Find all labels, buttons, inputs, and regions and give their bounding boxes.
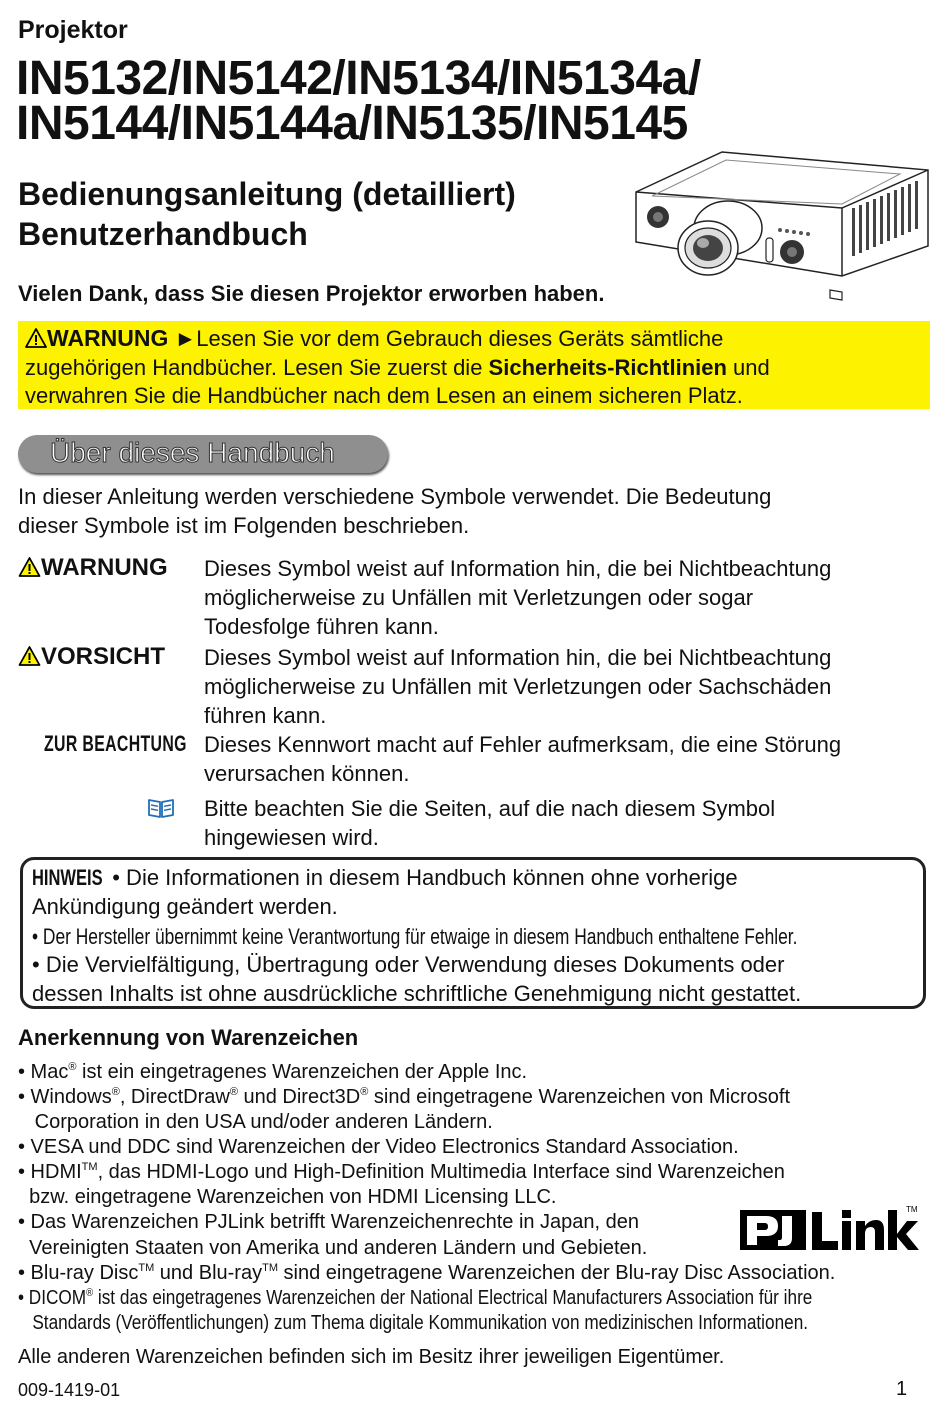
trademark-closing: Alle anderen Warenzeichen befinden sich im Besitz ihrer jeweiligen Eigentümer. [18,1346,725,1368]
trademark-text: • Blu-ray Disc [18,1262,139,1284]
warning-banner-label: WARNUNG [47,325,169,351]
trademark-symbol: TM [81,1161,98,1173]
warning-banner-text-1: ►Lesen Sie vor dem Gebrauch dieses Geräts sämtliche [174,326,724,351]
page-number: 1 [896,1378,908,1400]
section-heading-pill [18,435,388,473]
notice-line-5: dessen Inhalts ist ohne ausdrückliche schriftliche Genehmigung nicht gestattet. [32,981,802,1006]
trademark-text: ist ein eingetragenes Warenzeichen der Apple Inc. [76,1061,528,1083]
notice-line-3: • Der Hersteller übernimmt keine Verantwortung für etwaige in diesem Handbuch enthaltene Fehler. [32,924,798,949]
trademark-text: sind eingetragene Warenzeichen der Blu-ray Disc Association. [277,1262,836,1284]
symbol-beachtung-desc-1: Dieses Kennwort macht auf Fehler aufmerksam, die eine Störung [204,732,842,757]
notice-line-4: • Die Vervielfältigung, Übertragung oder Verwendung dieses Dokuments oder [32,952,785,977]
warning-banner-text-2b: und [726,355,770,380]
warning-banner [18,321,930,409]
trademark-line [18,1060,527,1084]
trademark-text: und Blu-ray [154,1262,263,1284]
trademark-text: • Mac [18,1061,69,1083]
subtitle-line-2: Benutzerhandbuch [18,216,308,252]
warning-triangle-icon [25,328,47,348]
trademark-symbol: TM [262,1262,278,1274]
trademark-line [18,1210,639,1234]
intro-line-2: dieser Symbole ist im Folgenden beschrieben. [18,513,470,538]
notice-text-1: • Die Informationen in diesem Handbuch können ohne vorherige [106,865,738,890]
thanks-message: Vielen Dank, dass Sie diesen Projektor erworben haben. [18,281,605,306]
symbol-reference-desc-1: Bitte beachten Sie die Seiten, auf die nach diesem Symbol [204,796,776,821]
trademark-symbol: ® [68,1061,77,1073]
warning-triangle-icon [18,557,41,577]
trademark-symbol: ® [360,1086,369,1098]
symbol-reference-desc-2: hingewiesen wird. [204,825,379,850]
trademark-line [18,1261,835,1285]
trademark-text: • DICOM [18,1287,87,1309]
svg-text:TM: TM [906,1205,918,1214]
trademark-line [18,1110,493,1134]
trademark-line [18,1286,812,1310]
symbol-warnung-desc-2: möglicherweise zu Unfällen mit Verletzungen oder sogar [204,585,754,610]
trademark-heading: Anerkennung von Warenzeichen [18,1025,359,1050]
trademark-symbol: ® [111,1086,120,1098]
trademark-line [18,1160,785,1184]
symbol-vorsicht-desc-2: möglicherweise zu Unfällen mit Verletzungen oder Sachschäden [204,674,832,699]
warning-banner-line-3: verwahren Sie die Handbücher nach dem Lesen an einem sicheren Platz. [25,383,743,408]
caution-triangle-icon [18,646,41,666]
trademark-text: Standards (Veröffentlichungen) zum Thema digitale Kommunikation von medizinischen Informationen. [18,1312,809,1334]
notice-line-2: Ankündigung geändert werden. [32,894,338,919]
trademark-line [18,1185,556,1209]
trademark-symbol: TM [138,1262,155,1274]
intro-line-1: In dieser Anleitung werden verschiedene Symbole verwendet. Die Bedeutung [18,484,772,509]
trademark-text: und Direct3D [237,1086,361,1108]
document-number: 009-1419-01 [18,1380,121,1400]
trademark-line [18,1135,739,1159]
notice-label: HINWEIS [32,865,103,890]
trademark-line [18,1236,647,1260]
trademark-line [18,1085,790,1109]
trademark-text: • Windows [18,1086,112,1108]
pjlink-logo [738,1204,924,1254]
symbol-warnung-desc-3: Todesfolge führen kann. [204,614,439,639]
symbol-vorsicht-label: VORSICHT [41,643,166,670]
trademark-text: ist das eingetragenes Warenzeichen der National Electrical Manufacturers Association für ihre [93,1287,813,1309]
symbol-beachtung-label: ZUR BEACHTUNG [44,731,187,756]
book-reference-icon [147,797,175,819]
model-title-line-1: IN5132/IN5142/IN5134/IN5134a/ [16,52,701,105]
symbol-beachtung-desc-2: verursachen können. [204,761,410,786]
trademark-line [18,1311,808,1335]
symbol-vorsicht-desc-1: Dieses Symbol weist auf Information hin, die bei Nichtbeachtung [204,645,832,670]
symbol-warnung-label: WARNUNG [41,554,168,581]
trademark-text: sind eingetragene Warenzeichen von Microsoft [368,1086,791,1108]
model-title-line-2: IN5144/IN5144a/IN5135/IN5145 [16,97,688,150]
trademark-text: • Das Warenzeichen PJLink betrifft Warenzeichenrechte in Japan, den [18,1211,640,1233]
trademark-text: Corporation in den USA und/oder anderen Ländern. [18,1111,493,1133]
section-heading: Über dieses Handbuch [50,437,335,468]
warning-banner-line-1 [25,324,723,353]
projector-illustration [630,150,930,302]
warning-banner-line-2 [25,353,770,382]
trademark-text: Vereinigten Staaten von Amerika und anderen Ländern und Gebieten. [18,1237,648,1259]
trademark-symbol: ® [229,1086,238,1098]
subtitle-line-1: Bedienungsanleitung (detailliert) [18,176,516,212]
safety-guidelines-emphasis: Sicherheits-Richtlinien [488,355,727,380]
notice-line-1 [32,863,738,892]
warning-banner-text-2a: zugehörigen Handbücher. Lesen Sie zuerst die [25,355,489,380]
trademark-text: , DirectDraw [119,1086,230,1108]
trademark-symbol: ® [86,1287,94,1299]
symbol-vorsicht [18,643,165,671]
symbol-vorsicht-desc-3: führen kann. [204,703,327,728]
document-category: Projektor [18,16,128,44]
trademark-text: • VESA und DDC sind Warenzeichen der Video Electronics Standard Association. [18,1136,739,1158]
trademark-text: • HDMI [18,1161,82,1183]
trademark-text: bzw. eingetragene Warenzeichen von HDMI Licensing LLC. [18,1186,557,1208]
symbol-warnung [18,554,168,582]
symbol-warnung-desc-1: Dieses Symbol weist auf Information hin, die bei Nichtbeachtung [204,556,832,581]
trademark-text: , das HDMI-Logo und High-Definition Multimedia Interface sind Warenzeichen [97,1161,785,1183]
